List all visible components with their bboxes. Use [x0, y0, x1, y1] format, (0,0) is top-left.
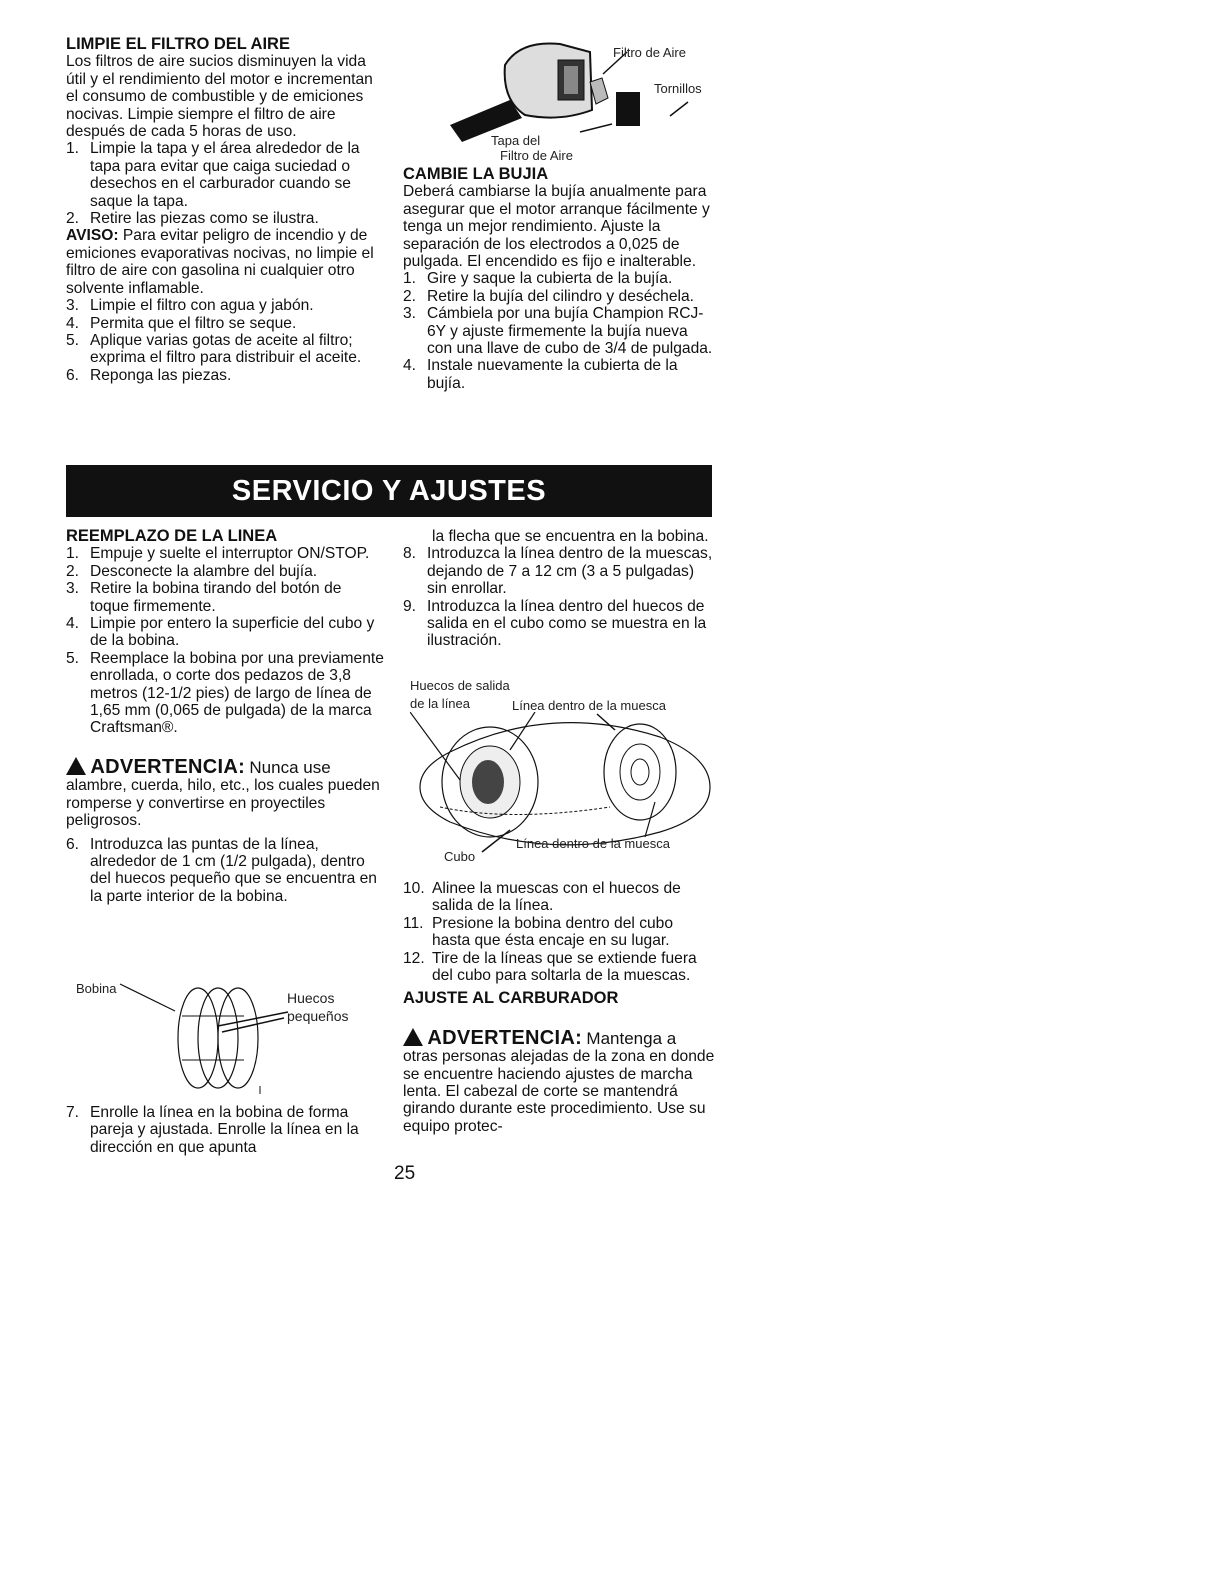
step-text: Retire la bujía del cilindro y deséchela. — [427, 287, 694, 305]
air-filter-steps-b — [66, 297, 384, 384]
warning-text: alambre, cuerda, hilo, etc., los cuales pueden romperse y convertirse en proyectiles peligrosos. — [66, 777, 380, 830]
line-replacement-heading: REEMPLAZO DE LA LINEA — [66, 527, 278, 545]
step-text: Cámbiela por una bujía Champion RCJ-6Y y ajuste firmemente la bujía nueva con una llave de cubo de 3/4 de pulgada. — [427, 305, 713, 358]
step-text: Permita que el filtro se seque. — [90, 314, 297, 332]
step-text: Reponga las piezas. — [90, 366, 232, 384]
list-item — [66, 836, 384, 906]
spark-plug-heading: CAMBIE LA BUJIA — [403, 165, 549, 183]
label-hub: Cubo — [444, 849, 476, 864]
step-text: Presione la bobina dentro del cubo hasta que ésta encaje en su lugar. — [432, 914, 674, 950]
line-steps-b — [66, 836, 384, 906]
list-item — [66, 545, 384, 562]
step-text: Tire de la líneas que se extiende fuera del cubo para soltarla de la muescas. — [432, 949, 697, 985]
notice-text: Para evitar peligro de incendio y de emiciones evaporativas nocivas, no limpie el filtro de aire con gasolina ni cualquier otro solvente inflamable. — [66, 227, 374, 297]
step-text: Gire y saque la cubierta de la bujía. — [427, 270, 673, 288]
air-filter-steps-a — [66, 140, 384, 227]
warning-icon — [66, 757, 86, 775]
step-number: 3. — [403, 305, 417, 323]
section-banner: SERVICIO Y AJUSTES — [66, 465, 712, 517]
list-item — [403, 545, 715, 597]
step-text: Introduzca las puntas de la línea, alrededor de 1 cm (1/2 pulgada), dentro del huecos pequeño que se encuentra en la parte interior de la bobina. — [90, 835, 377, 905]
step-text: Retire las piezas como se ilustra. — [90, 210, 319, 228]
step-text: Retire la bobina tirando del botón de toque firmemente. — [90, 580, 342, 615]
list-item — [66, 615, 384, 650]
step-text: Enrolle la línea en la bobina de forma pareja y ajustada. Enrolle la línea en la dirección en que apunta — [90, 1104, 359, 1156]
step-number: 4. — [403, 357, 417, 375]
spark-plug-intro: Deberá cambiarse la bujía anualmente para asegurar que el motor arranque fácilmente y tenga un mejor rendimiento. Ajuste la separación de los electrodos a 0,025 de pulgada. El encendido es fijo e inalterable. — [403, 183, 710, 271]
step-number: 7. — [66, 1104, 80, 1121]
line-steps-final — [403, 880, 715, 1135]
list-item — [403, 357, 715, 392]
step-number: 3. — [66, 297, 80, 315]
step-number: 9. — [403, 597, 417, 615]
step-number: 5. — [66, 649, 80, 667]
line-steps-a — [66, 545, 384, 736]
air-filter-intro: Los filtros de aire sucios disminuyen la vida útil y el rendimiento del motor e incrementan el consumo de combustible y de emiciones nocivas. Limpie siempre el filtro de aire después de cada 5 horas de uso. — [66, 53, 373, 141]
step-number: 12. — [403, 949, 425, 967]
list-item — [66, 1104, 384, 1156]
warning-label: ADVERTENCIA: — [427, 1026, 583, 1049]
step-number: 3. — [66, 580, 80, 598]
air-filter-heading: LIMPIE EL FILTRO DEL AIRE — [66, 35, 290, 53]
list-item — [403, 305, 715, 357]
line-replacement-continued — [403, 528, 715, 650]
step-number: 10. — [403, 880, 425, 897]
air-filter-notice — [66, 227, 384, 297]
list-item — [66, 580, 384, 615]
warning-text: otras personas alejadas de la zona en donde se encuentre haciendo ajustes de marcha lenta. El cabezal de corte se mantendrá girando durante este procedimiento. Use su equipo protec- — [403, 1048, 715, 1135]
list-item — [66, 315, 384, 332]
list-item — [403, 950, 715, 985]
step-number: 4. — [66, 615, 80, 633]
list-item — [66, 650, 384, 737]
list-item — [403, 288, 715, 305]
list-item — [403, 880, 715, 915]
label-holes-1: Huecos — [287, 990, 335, 1006]
label-notch-top: Línea dentro de la muesca — [512, 698, 666, 713]
step-number: 1. — [403, 270, 417, 288]
label-screws: Tornillos — [654, 81, 702, 96]
step-text: Limpie la tapa y el área alrededor de la tapa para evitar que caiga suciedad o desechos en el carburador cuando se saque la tapa. — [90, 140, 360, 210]
warning-label: ADVERTENCIA: — [90, 755, 246, 778]
carburetor-warning — [403, 1028, 715, 1135]
warning-lead: Mantenga a — [586, 1028, 677, 1048]
label-cover-1: Tapa del — [491, 133, 541, 148]
step-number: 2. — [403, 287, 417, 305]
carburetor-heading: AJUSTE AL CARBURADOR — [403, 989, 619, 1008]
step-number: 6. — [66, 835, 80, 853]
line-replacement-section — [66, 528, 384, 905]
step-text: Aplique varias gotas de aceite al filtro; exprima el filtro para distribuir el aceite. — [90, 331, 362, 367]
page-number: 25 — [394, 1163, 416, 1184]
step-text: Instale nuevamente la cubierta de la bujía. — [427, 357, 678, 392]
label-notch-bottom: Línea dentro de la muesca — [516, 836, 670, 851]
line-steps-d — [403, 545, 715, 649]
step-text: Alinee la muescas con el huecos de salida de la línea. — [432, 880, 681, 915]
step-number: 1. — [66, 140, 80, 158]
step-text: Limpie el filtro con agua y jabón. — [90, 297, 314, 315]
label-holes-2: pequeños — [287, 1008, 349, 1024]
list-item — [66, 332, 384, 367]
list-item — [403, 270, 715, 287]
line-warning — [66, 757, 384, 830]
list-item — [66, 297, 384, 314]
list-item — [66, 210, 384, 227]
step-number: 2. — [66, 562, 80, 580]
list-item — [403, 598, 715, 650]
step-number: 11. — [403, 914, 424, 932]
label-filter: Filtro de Aire — [613, 45, 686, 60]
step-number: 6. — [66, 366, 80, 384]
step-number: 1. — [66, 545, 80, 563]
list-item — [66, 140, 384, 210]
line-steps-c — [66, 1104, 384, 1156]
spool-illustration — [110, 976, 300, 1096]
label-spool: Bobina — [76, 981, 117, 996]
step-text: Introduzca la línea dentro del huecos de salida en el cubo como se muestra en la ilustración. — [427, 597, 707, 650]
notice-label: AVISO: — [66, 227, 119, 245]
list-item — [66, 367, 384, 384]
spark-plug-steps — [403, 270, 715, 392]
warning-lead: Nunca use — [249, 757, 331, 777]
step-number: 2. — [66, 210, 80, 228]
step-number: 5. — [66, 331, 80, 349]
spark-plug-section — [403, 166, 715, 392]
step-text: Reemplace la bobina por una previamente enrollada, o corte dos pedazos de 3,8 metros (12-1/2 pies) de largo de línea de 1,65 mm (0,065 de pulgada) de la marca Craftsman®. — [90, 649, 384, 737]
list-item — [66, 563, 384, 580]
step-text: Limpie por entero la superficie del cubo y de la bobina. — [90, 615, 375, 650]
step-text: Empuje y suelte el interruptor ON/STOP. — [90, 545, 370, 563]
step-number: 4. — [66, 314, 80, 332]
step-number: 8. — [403, 545, 417, 563]
warning-icon — [403, 1028, 423, 1046]
step-text: Introduzca la línea dentro de la muescas, dejando de 7 a 12 cm (3 a 5 pulgadas) sin enrollar. — [427, 545, 713, 598]
line-step-7 — [66, 1104, 384, 1156]
air-filter-section — [66, 36, 384, 384]
label-cover-2: Filtro de Aire — [500, 148, 573, 163]
step-text: Desconecte la alambre del bujía. — [90, 562, 318, 580]
line-steps-e — [403, 880, 715, 984]
continuation-text: la flecha que se encuentra en la bobina. — [432, 528, 709, 545]
label-exit-2: de la línea — [410, 696, 470, 711]
label-exit-1: Huecos de salida — [410, 678, 510, 693]
list-item — [403, 915, 715, 950]
